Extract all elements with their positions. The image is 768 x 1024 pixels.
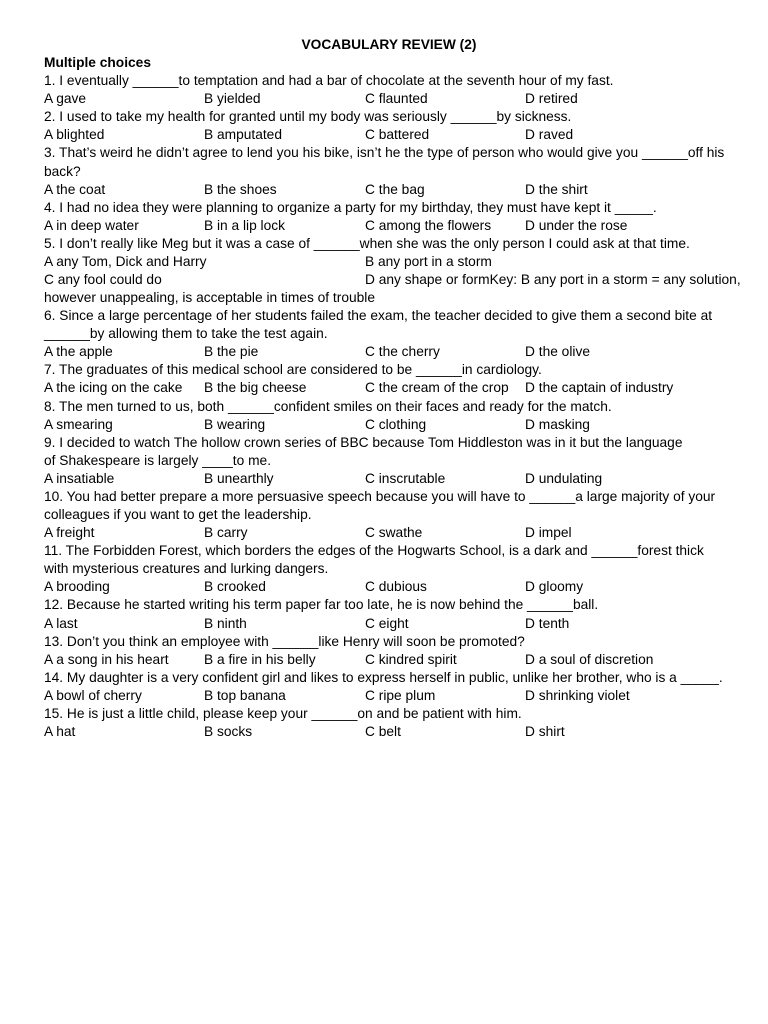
option-b: B wearing xyxy=(204,416,266,432)
answer-options xyxy=(44,126,734,144)
answer-options xyxy=(44,379,734,397)
option-b: B amputated xyxy=(204,127,282,143)
option-d: D masking xyxy=(525,416,590,432)
question-6 xyxy=(44,307,734,361)
question-text-continued: of Shakespeare is largely ____to me. xyxy=(44,452,272,468)
question-text: 8. The men turned to us, both ______confident smiles on their faces and ready for the match. xyxy=(44,398,612,414)
question-2 xyxy=(44,108,734,144)
question-text-continued: back? xyxy=(44,163,81,179)
question-10 xyxy=(44,488,734,542)
option-d: D the shirt xyxy=(525,181,588,197)
page-title: VOCABULARY REVIEW (2) xyxy=(301,37,477,52)
option-a: A gave xyxy=(44,91,87,107)
option-a: A smearing xyxy=(44,416,113,432)
option-b: B in a lip lock xyxy=(204,217,286,233)
option-a: A last xyxy=(44,615,78,631)
option-c: C swathe xyxy=(365,525,423,541)
option-d: D shrinking violet xyxy=(525,687,630,703)
answer-options-row-2 xyxy=(44,271,741,289)
option-b: B crooked xyxy=(204,579,266,595)
option-d: D shirt xyxy=(525,723,565,739)
question-text: 2. I used to take my health for granted until my body was seriously ______by sickness. xyxy=(44,109,572,125)
question-text: 6. Since a large percentage of her students failed the exam, the teacher decided to give them a second bite at xyxy=(44,308,713,324)
option-c: C the bag xyxy=(365,181,425,197)
option-d: D undulating xyxy=(525,470,603,486)
option-a: A blighted xyxy=(44,127,105,143)
option-a: A any Tom, Dick and Harry xyxy=(44,253,207,269)
question-text: 14. My daughter is a very confident girl and likes to express herself in public, unlike her brother, who is a _____. xyxy=(44,669,723,685)
question-text-continued: with mysterious creatures and lurking dangers. xyxy=(44,561,329,577)
answer-options xyxy=(44,343,734,361)
option-b: B unearthly xyxy=(204,470,274,486)
option-d: D impel xyxy=(525,525,572,541)
option-a: A freight xyxy=(44,525,95,541)
option-d: D a soul of discretion xyxy=(525,651,654,667)
question-text: 10. You had better prepare a more persuasive speech because you will have to ______a large majority of your xyxy=(44,488,716,504)
question-13 xyxy=(44,633,734,669)
option-d: D gloomy xyxy=(525,579,584,595)
question-text: 15. He is just a little child, please keep your ______on and be patient with him. xyxy=(44,705,522,721)
answer-options xyxy=(44,416,734,434)
option-a: A the icing on the cake xyxy=(44,380,183,396)
document-content xyxy=(44,36,741,741)
question-text: 9. I decided to watch The hollow crown series of BBC because Tom Hiddleston was in it but the language xyxy=(44,434,683,450)
option-d: D under the rose xyxy=(525,217,628,233)
option-c: C belt xyxy=(365,723,401,739)
question-text-continued: colleagues if you want to get the leadership. xyxy=(44,507,312,523)
option-c: C dubious xyxy=(365,579,427,595)
answer-options xyxy=(44,90,734,108)
option-d: D tenth xyxy=(525,615,570,631)
option-a: A a song in his heart xyxy=(44,651,169,667)
option-a: A hat xyxy=(44,723,76,739)
answer-options xyxy=(44,723,734,741)
option-b: B any port in a storm xyxy=(365,253,492,269)
option-a: A brooding xyxy=(44,579,110,595)
option-b: B socks xyxy=(204,723,253,739)
question-15 xyxy=(44,705,734,741)
option-c: C eight xyxy=(365,615,409,631)
option-d: D any shape or formKey: B any port in a storm = any solution, xyxy=(365,272,741,288)
option-a: A the apple xyxy=(44,344,113,360)
question-text: 5. I don’t really like Meg but it was a case of ______when she was the only person I could ask at that time. xyxy=(44,235,690,251)
answer-options xyxy=(44,578,734,596)
question-11 xyxy=(44,542,734,596)
question-14 xyxy=(44,669,734,705)
question-text-continued: ______by allowing them to take the test again. xyxy=(44,326,328,342)
answer-options xyxy=(44,217,734,235)
option-a: A insatiable xyxy=(44,470,115,486)
option-b: B ninth xyxy=(204,615,247,631)
answer-options xyxy=(44,615,734,633)
option-c: C kindred spirit xyxy=(365,651,457,667)
option-c: C ripe plum xyxy=(365,687,436,703)
option-b: B the shoes xyxy=(204,181,277,197)
option-b: B the big cheese xyxy=(204,380,307,396)
question-text: 12. Because he started writing his term paper far too late, he is now behind the ______ball. xyxy=(44,597,599,613)
answer-options xyxy=(44,651,734,669)
answer-options xyxy=(44,181,734,199)
answer-options-row-1 xyxy=(44,253,734,271)
question-4 xyxy=(44,199,734,235)
question-7 xyxy=(44,361,734,397)
question-text: 1. I eventually ______to temptation and had a bar of chocolate at the seventh hour of my fast. xyxy=(44,73,614,89)
question-text: 7. The graduates of this medical school are considered to be ______in cardiology. xyxy=(44,362,542,378)
question-1 xyxy=(44,72,734,108)
option-b: B carry xyxy=(204,525,248,541)
answer-key-continued: however unappealing, is acceptable in times of trouble xyxy=(44,290,375,306)
question-text: 4. I had no idea they were planning to organize a party for my birthday, they must have kept it _____. xyxy=(44,199,657,215)
option-b: B yielded xyxy=(204,91,261,107)
option-d: D raved xyxy=(525,127,574,143)
option-c: C the cream of the crop xyxy=(365,380,509,396)
question-3 xyxy=(44,144,734,198)
question-text: 3. That’s weird he didn’t agree to lend you his bike, isn’t he the type of person who would give you ______off his xyxy=(44,145,725,161)
question-8 xyxy=(44,398,734,434)
answer-options xyxy=(44,524,734,542)
option-d: D the captain of industry xyxy=(525,380,674,396)
option-c: C clothing xyxy=(365,416,427,432)
question-text: 11. The Forbidden Forest, which borders the edges of the Hogwarts School, is a dark and ______forest thick xyxy=(44,543,704,559)
option-c: C the cherry xyxy=(365,344,440,360)
question-5 xyxy=(44,235,741,307)
option-b: B top banana xyxy=(204,687,286,703)
option-b: B the pie xyxy=(204,344,259,360)
option-c: C any fool could do xyxy=(44,272,162,288)
answer-options xyxy=(44,687,734,705)
question-12 xyxy=(44,596,734,632)
option-d: D retired xyxy=(525,91,578,107)
option-c: C flaunted xyxy=(365,91,428,107)
question-text: 13. Don’t you think an employee with ______like Henry will soon be promoted? xyxy=(44,633,525,649)
option-a: A the coat xyxy=(44,181,106,197)
option-c: C inscrutable xyxy=(365,470,446,486)
answer-options xyxy=(44,470,734,488)
option-d: D the olive xyxy=(525,344,590,360)
option-c: C among the flowers xyxy=(365,217,492,233)
question-9 xyxy=(44,434,734,488)
option-a: A bowl of cherry xyxy=(44,687,142,703)
option-a: A in deep water xyxy=(44,217,139,233)
option-c: C battered xyxy=(365,127,430,143)
option-b: B a fire in his belly xyxy=(204,651,316,667)
section-heading: Multiple choices xyxy=(44,55,151,71)
